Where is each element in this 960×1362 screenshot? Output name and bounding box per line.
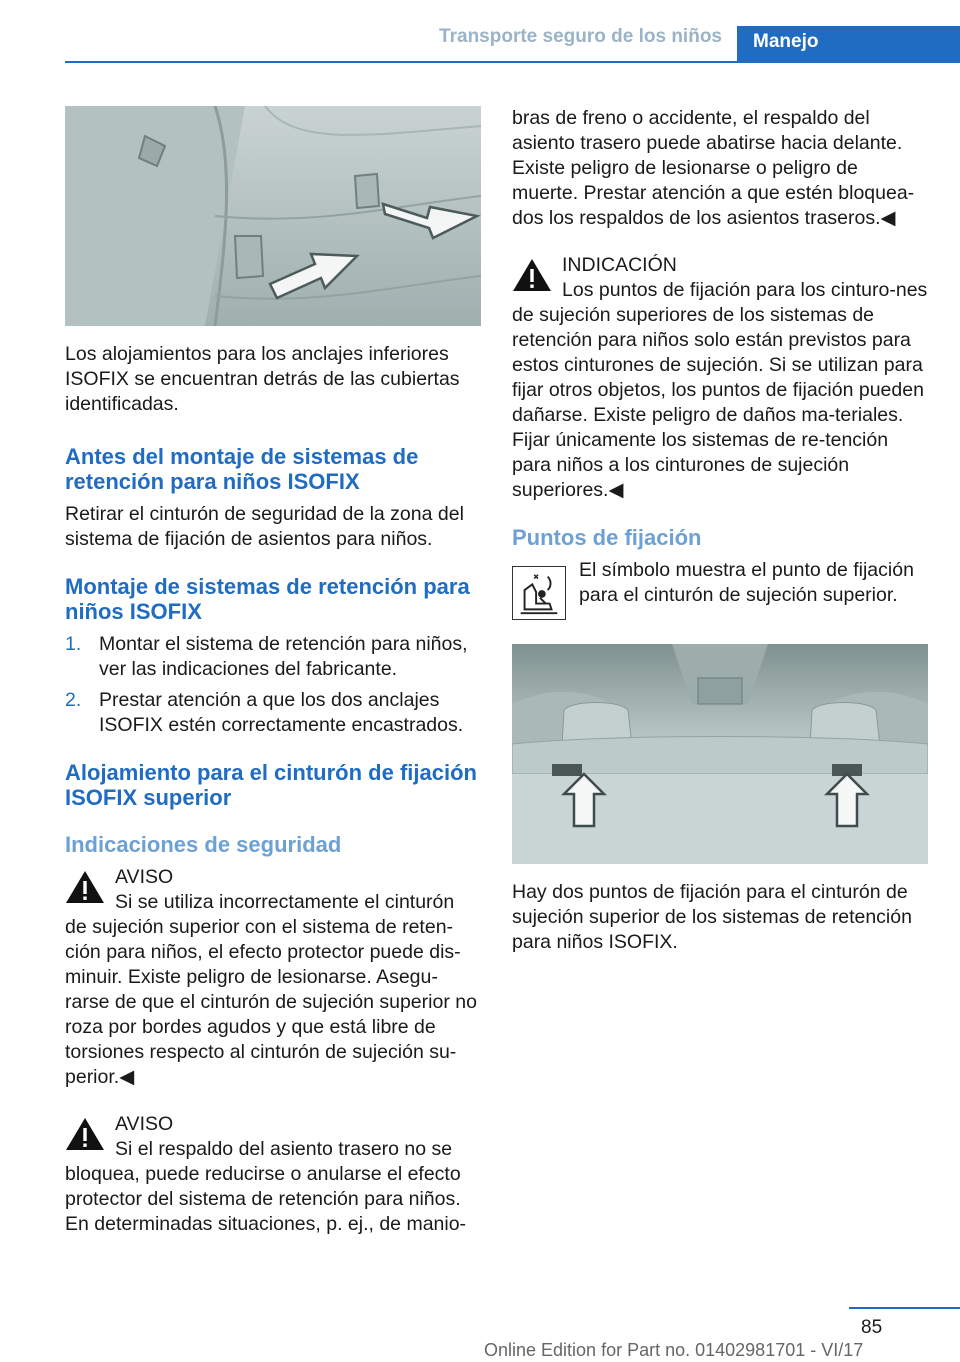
running-header-tab: Manejo [737, 26, 960, 62]
rear-seat-illustration [65, 106, 481, 326]
warning-triangle-icon [512, 257, 552, 293]
warning-label: AVISO [115, 866, 174, 888]
header-rule [65, 61, 960, 63]
figure-caption: Hay dos puntos de fijación para el cinturón de sujeción superior de los sistemas de retención para niños ISOFIX. [512, 881, 912, 953]
isofix-lower-anchors-image [65, 106, 481, 326]
figure-caption: Los alojamientos para los anclajes inferiores ISOFIX se encuentran detrás de las cubiertas identificadas. [65, 343, 460, 415]
paragraph-before-mounting: Retirar el cinturón de seguridad de la zona del sistema de fijación de asientos para niños. [65, 503, 464, 550]
heading-anchor-points: Puntos de fijación [512, 525, 702, 550]
warning-triangle-icon [65, 1116, 105, 1152]
list-item: 1. Montar el sistema de retención para niños, ver las indicaciones del fabricante. [65, 633, 468, 680]
mounting-steps-list [65, 632, 481, 738]
warning-text: Si el respaldo del asiento trasero no se bloquea, puede reducirse o anularse el efecto protector del sistema de retención para niños. En determinadas situaciones, p. ej., de manio- [65, 1138, 467, 1235]
warning-continuation: bras de freno o accidente, el respaldo del asiento trasero puede abatirse hacia delante. Existe peligro de lesionarse o peligro de muerte. Prestar atención a que estén bloquea-dos los respaldos de los asientos traseros.◀ [512, 107, 915, 229]
heading-safety-notes: Indicaciones de seguridad [65, 832, 342, 857]
heading-before-mounting: Antes del montaje de sistemas de retención para niños ISOFIX [65, 444, 419, 494]
page-number: 85 [861, 1317, 883, 1338]
notice-label: INDICACIÓN [562, 254, 677, 276]
anchor-symbol-block [512, 558, 928, 614]
child-seat-anchor-icon [512, 566, 566, 620]
left-column [65, 106, 481, 1237]
heading-top-tether-anchor: Alojamiento para el cinturón de fijación ISOFIX superior [65, 760, 477, 810]
list-item: 2. Prestar atención a que los dos anclajes ISOFIX estén correctamente encastrados. [65, 689, 464, 736]
rear-shelf-illustration [512, 644, 928, 864]
edition-footer: Online Edition for Part no. 01402981701 - VI/17 [484, 1340, 864, 1360]
running-header-section: Transporte seguro de los niños [439, 26, 722, 47]
footer-rule [849, 1307, 960, 1309]
warning-label: AVISO [115, 1113, 174, 1135]
right-column [512, 106, 928, 955]
anchor-symbol-text: El símbolo muestra el punto de fijación para el cinturón de sujeción superior. [579, 559, 914, 606]
warning-block-2 [65, 1112, 481, 1237]
notice-text: Los puntos de fijación para los cinturo-nes de sujeción superiores de los sistemas de retención para niños solo están previstos para estos cinturones de sujeción. Si se utilizan para fijar otros objetos, los puntos de fijación pueden dañarse. Existe peligro de daños ma-teriales. Fijar únicamente los sistemas de re-tención para niños a los cinturones de sujeción superiores.◀ [512, 279, 928, 501]
warning-block-1 [65, 865, 481, 1090]
top-tether-anchors-image [512, 644, 928, 864]
heading-mounting-isofix: Montaje de sistemas de retención para niños ISOFIX [65, 574, 470, 624]
warning-text: Si se utiliza incorrectamente el cinturón de sujeción superior con el sistema de reten-ción para niños, el efecto protector puede dis-minuir. Existe peligro de lesionarse. Asegu-rarse de que el cinturón de sujeción superior no roza por bordes agudos y que está libre de torsiones respecto al cinturón de sujeción su-perior.◀ [65, 891, 477, 1088]
notice-block [512, 253, 928, 503]
warning-triangle-icon [65, 869, 105, 905]
